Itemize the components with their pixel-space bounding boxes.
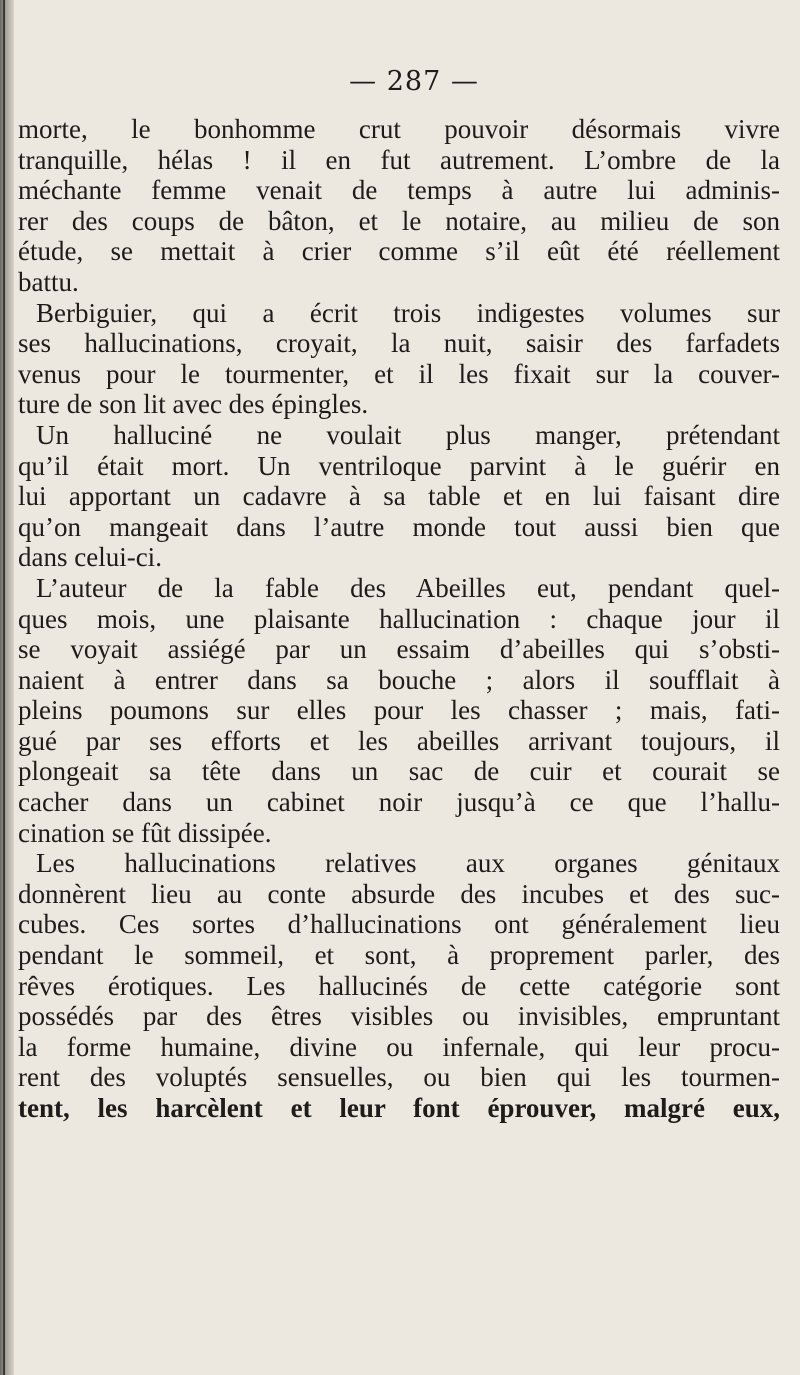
text-line: venus pour le tourmenter, et il les fixait sur la couver-: [18, 358, 780, 389]
text-line: dans celui-ci.: [18, 542, 162, 573]
text-line: qu’il était mort. Un ventriloque parvint à le guérir en: [18, 450, 780, 481]
text-line: se voyait assiégé par un essaim d’abeilles qui s’obsti-: [18, 634, 780, 665]
text-line: rêves érotiques. Les hallucinés de cette catégorie sont: [18, 970, 780, 1001]
text-line: pleins poumons sur elles pour les chasser ; mais, fati-: [18, 695, 780, 726]
text-line: cination se fût dissipée.: [18, 817, 272, 848]
text-line: morte, le bonhomme crut pouvoir désormais vivre: [18, 114, 780, 144]
text-line: pendant le sommeil, et sont, à proprement parler, des: [18, 940, 780, 971]
text-line: gué par ses efforts et les abeilles arrivant toujours, il: [18, 725, 780, 756]
book-gutter-line: [3, 0, 5, 1375]
text-line: ques mois, une plaisante hallucination : chaque jour il: [18, 603, 780, 634]
text-line: lui apportant un cadavre à sa table et en lui faisant dire: [18, 481, 780, 512]
page-number: — 287 —: [349, 66, 479, 97]
text-line: étude, se mettait à crier comme s’il eût été réellement: [18, 236, 780, 267]
text-line: cacher dans un cabinet noir jusqu’à ce que l’hallu-: [18, 787, 780, 818]
text-line: naient à entrer dans sa bouche ; alors il soufflait à: [18, 664, 780, 695]
text-line: tranquille, hélas ! il en fut autrement. L’ombre de la: [18, 144, 780, 175]
text-line: plongeait sa tête dans un sac de cuir et courait se: [18, 756, 780, 787]
text-line: donnèrent lieu au conte absurde des incubes et des suc-: [18, 878, 780, 909]
text-line: ses hallucinations, croyait, la nuit, saisir des farfadets: [18, 328, 780, 359]
text-line: qu’on mangeait dans l’autre monde tout aussi bien que: [18, 511, 780, 542]
text-line: ture de son lit avec des épingles.: [18, 389, 369, 420]
text-line: possédés par des êtres visibles ou invisibles, empruntant: [18, 1001, 780, 1032]
text-line: tent, les harcèlent et leur font éprouver, malgré eux,: [18, 1093, 780, 1123]
text-line: battu.: [18, 266, 79, 297]
text-line: Berbiguier, qui a écrit trois indigestes volumes sur: [36, 297, 780, 328]
text-line: Les hallucinations relatives aux organes génitaux: [36, 848, 780, 879]
text-line: L’auteur de la fable des Abeilles eut, pendant quel-: [36, 572, 780, 603]
text-line: Un halluciné ne voulait plus manger, prétendant: [36, 419, 780, 450]
text-line: la forme humaine, divine ou infernale, qui leur procu-: [18, 1031, 780, 1062]
text-line: rent des voluptés sensuelles, ou bien qui les tourmen-: [18, 1062, 780, 1093]
text-line: méchante femme venait de temps à autre lui adminis-: [18, 175, 780, 206]
body-text: [18, 114, 780, 1124]
text-line: cubes. Ces sortes d’hallucinations ont généralement lieu: [18, 909, 780, 940]
text-line: rer des coups de bâton, et le notaire, au milieu de son: [18, 205, 780, 236]
